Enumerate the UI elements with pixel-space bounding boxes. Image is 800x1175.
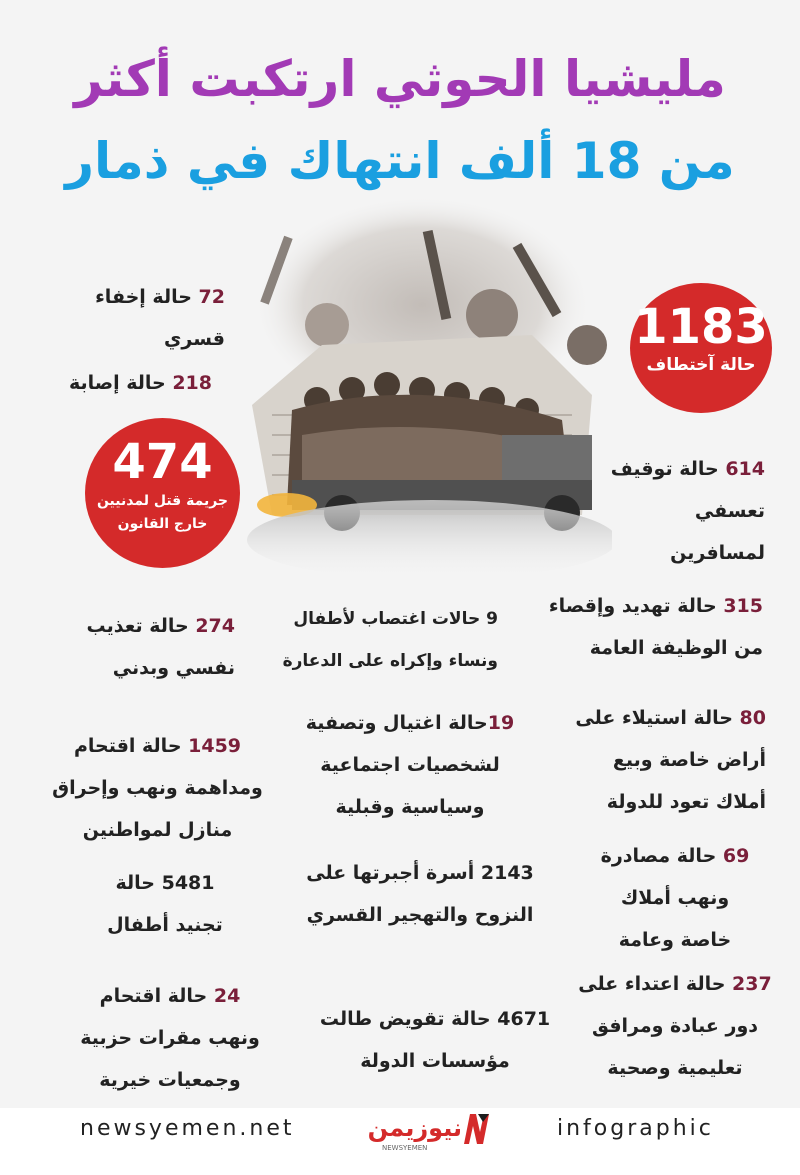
- abductions-label: حالة آختطاف: [646, 355, 756, 375]
- stat-text: تعسفي لمسافرين: [670, 500, 765, 564]
- stat-number: 69: [722, 845, 750, 867]
- militia-truck-illustration: [232, 195, 612, 585]
- stat-text: منازل لمواطنين: [82, 819, 233, 841]
- stat-number: 19: [487, 712, 515, 734]
- stat-children: [90, 862, 240, 946]
- stat-text: ونساء وإكراه على الدعارة: [282, 651, 498, 671]
- stat-text: 5481 حالة: [115, 872, 215, 894]
- stat-parties: [70, 975, 270, 1101]
- stat-detention: [600, 448, 765, 574]
- logo-text: نيوزيمن: [367, 1114, 462, 1142]
- stat-text: حالة اغتيال وتصفية: [305, 712, 488, 734]
- stat-text: وجمعيات خيرية: [99, 1069, 241, 1091]
- abductions-circle: [630, 283, 772, 413]
- stat-worship: [575, 963, 775, 1089]
- stat-injury: [40, 362, 212, 404]
- stat-text: ونهب أملاك: [620, 887, 730, 909]
- stat-text: قسري: [163, 328, 225, 350]
- stat-text: حالة تهديد وإقصاء: [548, 595, 724, 617]
- stat-text: حالة اعتداء على: [578, 973, 733, 995]
- stat-land: [568, 697, 766, 823]
- stat-number: 1459: [188, 735, 242, 757]
- stat-raid-homes: [45, 725, 270, 851]
- stat-disappearance: [60, 276, 225, 360]
- stat-text: النزوح والتهجير القسري: [306, 904, 534, 926]
- stat-text: ونهب مقرات حزبية: [80, 1027, 260, 1049]
- stat-text: أملاك تعود للدولة: [606, 791, 766, 813]
- stat-text: أراض خاصة وبيع: [612, 749, 766, 771]
- stat-text: حالة اقتحام: [73, 735, 189, 757]
- stat-text: لشخصيات اجتماعية: [320, 754, 500, 776]
- stat-text: حالة إصابة: [68, 372, 173, 394]
- stat-threat: [545, 585, 763, 669]
- stat-text: حالة توقيف: [610, 458, 726, 480]
- logo-n-icon: [462, 1112, 490, 1146]
- stat-text: من الوظيفة العامة: [589, 637, 763, 659]
- stat-text: تجنيد أطفال: [107, 914, 223, 936]
- stat-number: 237: [732, 973, 772, 995]
- stat-text: مؤسسات الدولة: [360, 1050, 510, 1072]
- stat-text: خاصة وعامة: [618, 929, 732, 951]
- stat-text: حالة مصادرة: [600, 845, 723, 867]
- stat-text: حالة اقتحام: [99, 985, 214, 1007]
- stat-number: 80: [739, 707, 766, 729]
- title-line-1: مليشيا الحوثي ارتكبت أكثر: [74, 50, 726, 108]
- killings-number: 474: [112, 434, 213, 490]
- infographic-label: infographic: [557, 1116, 714, 1141]
- stat-number: 24: [213, 985, 241, 1007]
- killings-label-line2: خارج القانون: [117, 516, 208, 532]
- stat-number: 614: [725, 458, 765, 480]
- stat-rape: [280, 598, 498, 682]
- stat-text: 9 حالات اغتصاب لأطفال: [293, 609, 498, 629]
- title-line-2: من 18 ألف انتهاك في ذمار: [65, 132, 735, 190]
- stat-number: 274: [195, 615, 235, 637]
- stat-text: حالة تعذيب: [86, 615, 196, 637]
- stat-text: ومداهمة ونهب وإحراق: [52, 777, 263, 799]
- killings-circle: [85, 418, 240, 568]
- stat-text: نفسي وبدني: [112, 657, 235, 679]
- abductions-number: 1183: [634, 299, 768, 355]
- stat-number: 72: [198, 286, 225, 308]
- newsyemen-logo: [352, 1108, 492, 1152]
- stat-displacement: [305, 852, 535, 936]
- killings-label-line1: جريمة قتل لمدنيين: [96, 493, 229, 509]
- logo-subtext: NEWSYEMEN: [382, 1144, 428, 1152]
- footer: [0, 1108, 800, 1175]
- stat-assassination: [305, 702, 515, 828]
- stat-number: 315: [723, 595, 763, 617]
- stat-text: حالة استيلاء على: [575, 707, 740, 729]
- stat-text: 2143 أسرة أجبرتها على: [306, 862, 534, 884]
- stat-text: دور عبادة ومرافق: [591, 1015, 759, 1037]
- website-url[interactable]: newsyemen.net: [80, 1116, 295, 1141]
- stat-number: 218: [172, 372, 212, 394]
- stat-text: وسياسية وقبلية: [335, 796, 485, 818]
- stat-text: تعليمية وصحية: [607, 1057, 743, 1079]
- stat-institutions: [315, 998, 555, 1082]
- stat-text: 4671 حالة تقويض طالت: [319, 1008, 551, 1030]
- stat-text: حالة إخفاء: [95, 286, 199, 308]
- stat-confiscation: [595, 835, 755, 961]
- stat-torture: [65, 605, 235, 689]
